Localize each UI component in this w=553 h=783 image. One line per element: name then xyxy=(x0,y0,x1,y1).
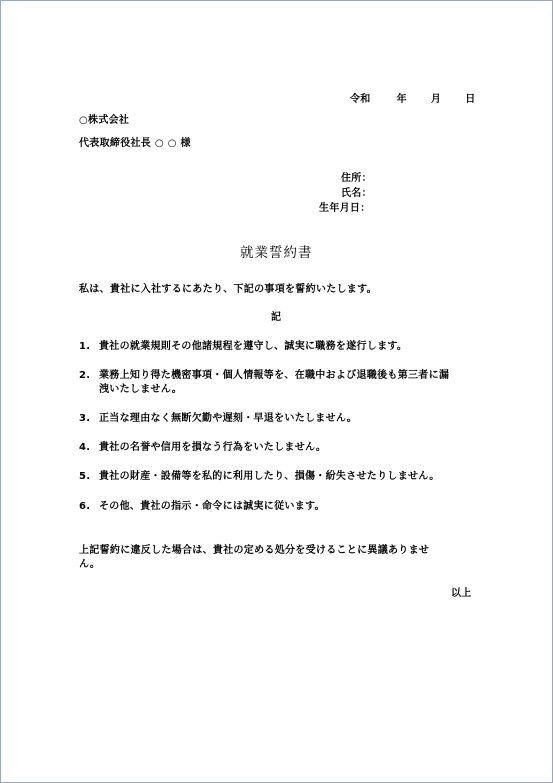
item-number: 2. xyxy=(79,370,91,381)
list-item xyxy=(79,470,440,484)
item-number: 6. xyxy=(79,501,91,512)
date-month: 月 xyxy=(430,94,442,105)
date-era: 令和 xyxy=(350,94,371,105)
item-text-continued: 洩いたしません。 xyxy=(99,384,182,395)
list-item xyxy=(79,369,449,383)
field-name: 氏名： xyxy=(341,188,372,199)
list-item xyxy=(79,500,325,514)
list-item xyxy=(79,441,326,455)
list-item xyxy=(79,340,407,354)
date-line xyxy=(350,93,476,107)
item-text: 業務上知り得た機密事項・個人情報等を、在職中および退職後も第三者に漏 xyxy=(99,370,450,381)
recipient-addressee: 代表取締役社長 ○ ○ 様 xyxy=(79,138,191,149)
recipient-company: ○株式会社 xyxy=(79,115,130,126)
ki-heading: 記 xyxy=(271,312,282,323)
list-item xyxy=(79,412,357,426)
end-mark: 以上 xyxy=(451,588,472,599)
document-title: 就業誓約書 xyxy=(240,245,313,261)
item-number: 3. xyxy=(79,413,91,424)
closing-text: 上記誓約に違反した場合は、貴社の定める処分を受けることに異議ありませ xyxy=(79,545,430,556)
item-text: 貴社の財産・設備等を私的に利用したり、損傷・紛失させたりしません。 xyxy=(99,471,440,482)
item-number: 5. xyxy=(79,471,91,482)
field-address: 住所： xyxy=(341,173,372,184)
closing-text-continued: ん。 xyxy=(79,559,101,570)
item-text: 正当な理由なく無断欠勤や遅刻・早退をいたしません。 xyxy=(99,413,358,424)
field-birthdate: 生年月日： xyxy=(319,203,371,214)
item-text: 貴社の就業規則その他諸規程を遵守し、誠実に職務を遂行します。 xyxy=(99,341,408,352)
date-day: 日 xyxy=(465,94,476,105)
date-year: 年 xyxy=(396,94,407,105)
item-number: 4. xyxy=(79,442,91,453)
item-text: その他、貴社の指示・命令には誠実に従います。 xyxy=(99,501,325,512)
item-text: 貴社の名誉や信用を損なう行為をいたしません。 xyxy=(99,442,327,453)
intro-text: 私は、貴社に入社するにあたり、下記の事項を誓約いたします。 xyxy=(79,284,377,295)
item-number: 1. xyxy=(79,341,91,352)
